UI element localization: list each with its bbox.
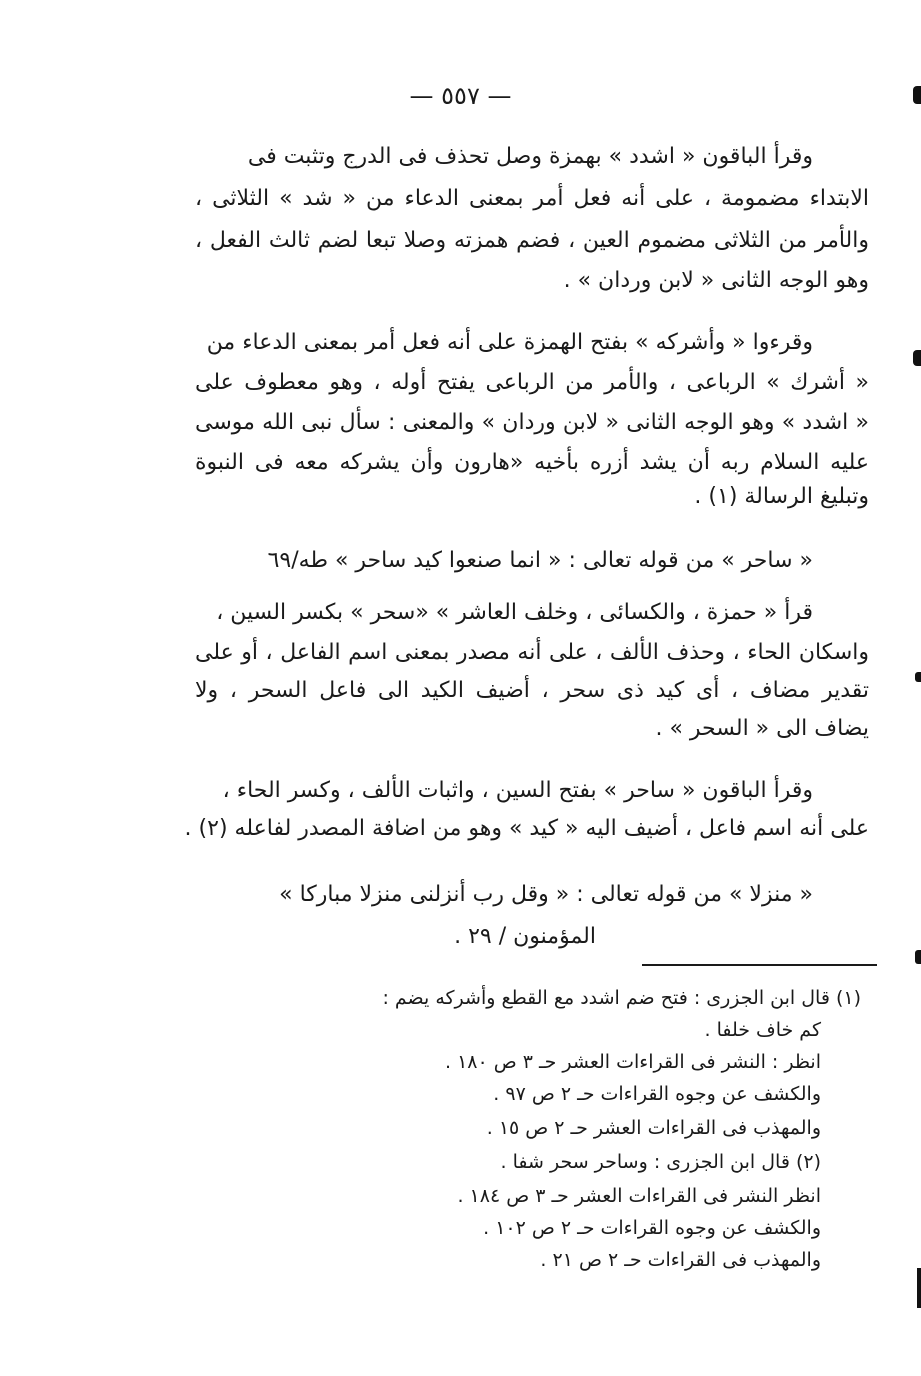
body-line: وتبليغ الرسالة (١) . [694,484,869,509]
body-line: على أنه اسم فاعل ، أضيف اليه « كيد » وهو من اضافة المصدر لفاعله (٢) . [184,816,869,841]
body-line: وهو الوجه الثانى « لابن وردان » . [563,268,869,293]
scan-edge-mark [917,1268,921,1308]
body-line: الابتداء مضمومة ، على أنه فعل أمر بمعنى الدعاء من « شد » الثلاثى ، [195,186,869,211]
footnote-line: (١) قال ابن الجزرى : فتح ضم اشدد مع القطع وأشركه يضم : [382,987,861,1009]
verse-heading: « ساحر » من قوله تعالى : « انما صنعوا كيد ساحر » طه/٦٩ [267,548,813,573]
body-line: تقدير مضاف ، أى كيد ذى سحر ، أضيف الكيد الى فاعل السحر ، ولا [195,678,869,703]
verse-reference: المؤمنون / ٢٩ . [454,924,596,949]
scan-edge-mark [913,350,921,366]
footnote-line: والمهذب فى القراءات حـ ٢ ص ٢١ . [540,1249,821,1271]
footnote-line: (٢) قال ابن الجزرى : وساحر سحر شفا . [500,1151,821,1173]
footnote-line: كم خاف خلفا . [704,1019,821,1041]
body-line: يضاف الى « السحر » . [655,716,869,741]
scan-edge-mark [915,950,921,964]
footnote-line: والكشف عن وجوه القراءات حـ ٢ ص ٩٧ . [493,1083,821,1105]
body-line: « أشرك » الرباعى ، والأمر من الرباعى يفتح أوله ، وهو معطوف على [195,370,869,395]
page-number: — ٥٥٧ — [409,82,512,110]
body-line: وقرأ الباقون « ساحر » بفتح السين ، واثبات الألف ، وكسر الحاء ، [222,778,813,803]
footnote-line: والمهذب فى القراءات العشر حـ ٢ ص ١٥ . [486,1117,821,1139]
body-line: قرأ « حمزة ، والكسائى ، وخلف العاشر » «سحر » بكسر السين ، [216,600,813,625]
body-line: والأمر من الثلاثى مضموم العين ، فضم همزته وصلا تبعا لضم ثالث الفعل ، [195,228,869,253]
body-line: وقرأ الباقون « اشدد » بهمزة وصل تحذف فى الدرج وتثبت فى [247,144,813,169]
footnote-line: انظر النشر فى القراءات العشر حـ ٣ ص ١٨٤ . [457,1185,821,1207]
footnote-line: والكشف عن وجوه القراءات حـ ٢ ص ١٠٢ . [483,1217,821,1239]
body-line: واسكان الحاء ، وحذف الألف ، على أنه مصدر بمعنى اسم الفاعل ، أو على [195,640,869,665]
verse-heading: « منزلا » من قوله تعالى : « وقل رب أنزلنى منزلا مباركا » [279,882,813,907]
body-line: عليه السلام ربه أن يشد أزره بأخيه «هارون وأن يشركه معه فى النبوة [195,450,869,475]
body-line: « اشدد » وهو الوجه الثانى « لابن وردان » والمعنى : سأل نبى الله موسى [195,410,869,435]
footnote-line: انظر : النشر فى القراءات العشر حـ ٣ ص ١٨٠ . [445,1051,821,1073]
body-line: وقرءوا « وأشركه » بفتح الهمزة على أنه فعل أمر بمعنى الدعاء من [206,330,813,355]
scan-edge-mark [913,86,921,104]
scan-edge-mark [915,672,921,682]
footnote-separator [642,964,877,966]
